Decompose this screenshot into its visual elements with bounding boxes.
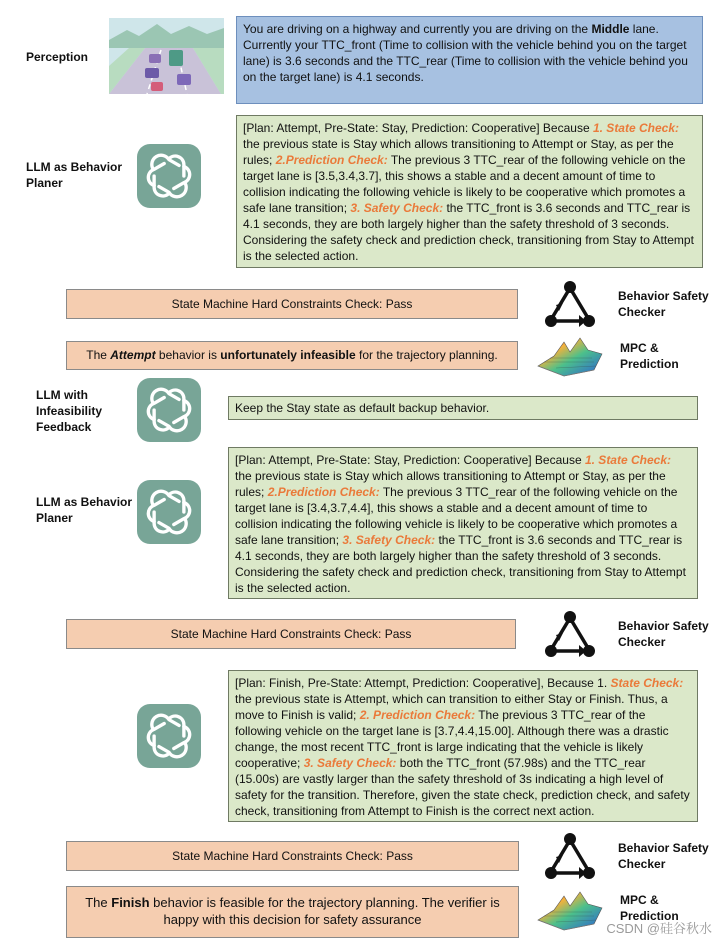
mpc-surface-icon xyxy=(534,886,606,934)
safety-check-highlight: 3. Safety Check: xyxy=(350,201,444,215)
planner-text: The previous 3 TTC_rear of the following vehicle on the target lane is [3.4,3.7,4.4], this shows a stable and a decent amount of time to collision indicating the following vehicle is likely to be cooperative which promotes a safe lane transition; xyxy=(235,485,678,547)
infeasible-emphasis: unfortunately infeasible xyxy=(220,348,356,362)
mpc-text: for the trajectory planning. xyxy=(355,348,498,362)
finish-emphasis: Finish xyxy=(111,895,150,910)
perception-text-box xyxy=(236,16,703,104)
planner-output-box-3 xyxy=(228,670,698,822)
planner-output-box-2 xyxy=(228,447,698,599)
planner-text: the TTC_front is 3.6 seconds and TTC_rear is 4.1 seconds, they are both largely higher than the safety threshold of 3 seconds. Considering the safety check and prediction check, transitioning from Stay to Attempt is the selected action. xyxy=(235,533,686,595)
safety-checker-icon xyxy=(542,830,598,882)
planner-output-box-1 xyxy=(236,115,703,268)
mpc-text: The xyxy=(85,895,112,910)
openai-logo-icon xyxy=(137,704,201,768)
constraints-check-box-2: State Machine Hard Constraints Check: Pass xyxy=(66,619,516,649)
planner-text: both the TTC_front (57.98s) and the TTC_rear (15.00s) are vastly larger than the safety threshold of 3s indicating a high level of safety for the transition. Therefore, given the state check, prediction check, and safety check, transitioning from Attempt to Finish is the correct next action. xyxy=(235,756,690,818)
safety-checker-icon xyxy=(542,278,598,330)
watermark: CSDN @硅谷秋水 xyxy=(606,921,712,936)
perception-lane-highlight: Middle xyxy=(591,22,630,36)
feedback-output-box: Keep the Stay state as default backup behavior. xyxy=(228,396,698,420)
planner-text: [Plan: Attempt, Pre-State: Stay, Prediction: Cooperative] Because xyxy=(243,121,593,135)
attempt-emphasis: Attempt xyxy=(110,348,156,362)
prediction-check-highlight: 2.Prediction Check: xyxy=(267,485,380,499)
mpc-prediction-label: MPC & Prediction xyxy=(620,893,679,923)
perception-text-continued: lane. Currently your TTC_front (Time to collision with the vehicle behind you on the target lane) is 3.6 seconds and the TTC_rear (Time to collision with the vehicle behind you on the target lane) is 4.1 seconds. xyxy=(243,22,688,84)
safety-checker-label: Behavior Safety Checker xyxy=(618,841,709,871)
state-check-highlight: 1. State Check: xyxy=(592,121,680,135)
mpc-result-box-1 xyxy=(66,341,518,370)
safety-check-highlight: 3. Safety Check: xyxy=(303,756,397,770)
safety-checker-label: Behavior Safety Checker xyxy=(618,619,709,649)
planner-text: [Plan: Attempt, Pre-State: Stay, Prediction: Cooperative] Because xyxy=(235,453,585,467)
state-check-highlight: State Check: xyxy=(610,676,684,690)
mpc-text: The xyxy=(86,348,111,362)
openai-logo-icon xyxy=(137,144,201,208)
constraints-check-box-1: State Machine Hard Constraints Check: Pass xyxy=(66,289,518,319)
constraints-check-box-3: State Machine Hard Constraints Check: Pass xyxy=(66,841,519,871)
planner-label-1: LLM as Behavior Planer xyxy=(26,160,123,190)
feedback-label: LLM with Infeasibility Feedback xyxy=(36,388,103,434)
perception-label: Perception xyxy=(26,50,89,64)
mpc-result-box-2 xyxy=(66,886,519,938)
planner-text: The previous 3 TTC_rear of the following vehicle on the target lane is [3.5,3.4,3.7], this shows a stable and a decent amount of time to collision indicating the following vehicle is likely to be cooperative which promotes a safe lane transition; xyxy=(243,153,686,215)
highway-image xyxy=(109,18,224,94)
mpc-text: behavior is feasible for the trajectory planning. The verifier is happy with this decision for safety assurance xyxy=(149,895,500,927)
safety-checker-icon xyxy=(542,608,598,660)
planner-text: the TTC_front is 3.6 seconds and TTC_rear is 4.1 seconds, they are both largely higher than the safety threshold of 3 seconds. Considering the safety check and prediction check, transitioning from Stay to Attempt is the selected action. xyxy=(243,201,694,263)
mpc-text: behavior is xyxy=(155,348,221,362)
safety-check-highlight: 3. Safety Check: xyxy=(342,533,436,547)
openai-logo-icon xyxy=(137,378,201,442)
planner-text: the previous state is Stay which allows transitioning to Attempt or Stay, as per the rules; xyxy=(235,469,666,499)
planner-text: the previous state is Attempt, which can transition to either Stay or Finish. Thus, a move to Finish is valid; xyxy=(235,692,668,722)
mpc-prediction-label: MPC & Prediction xyxy=(620,341,679,371)
openai-logo-icon xyxy=(137,480,201,544)
perception-text: You are driving on a highway and currently you are driving on the xyxy=(243,22,592,36)
planner-text: The previous 3 TTC_rear of the following vehicle on the target lane is [3.7,4.4,15.00]. Although there was a drastic change, the most recent TTC_front is large indicating that the vehicle is likely cooperative; xyxy=(235,708,669,770)
prediction-check-highlight: 2.Prediction Check: xyxy=(275,153,388,167)
planner-label-2: LLM as Behavior Planer xyxy=(36,495,133,525)
planner-text: the previous state is Stay which allows transitioning to Attempt or Stay, as per the rules; xyxy=(243,137,674,167)
mpc-surface-icon xyxy=(534,332,606,380)
prediction-check-highlight: 2. Prediction Check: xyxy=(359,708,476,722)
planner-text: [Plan: Finish, Pre-State: Attempt, Prediction: Cooperative], Because 1. xyxy=(235,676,611,690)
safety-checker-label: Behavior Safety Checker xyxy=(618,289,709,319)
state-check-highlight: 1. State Check: xyxy=(584,453,672,467)
